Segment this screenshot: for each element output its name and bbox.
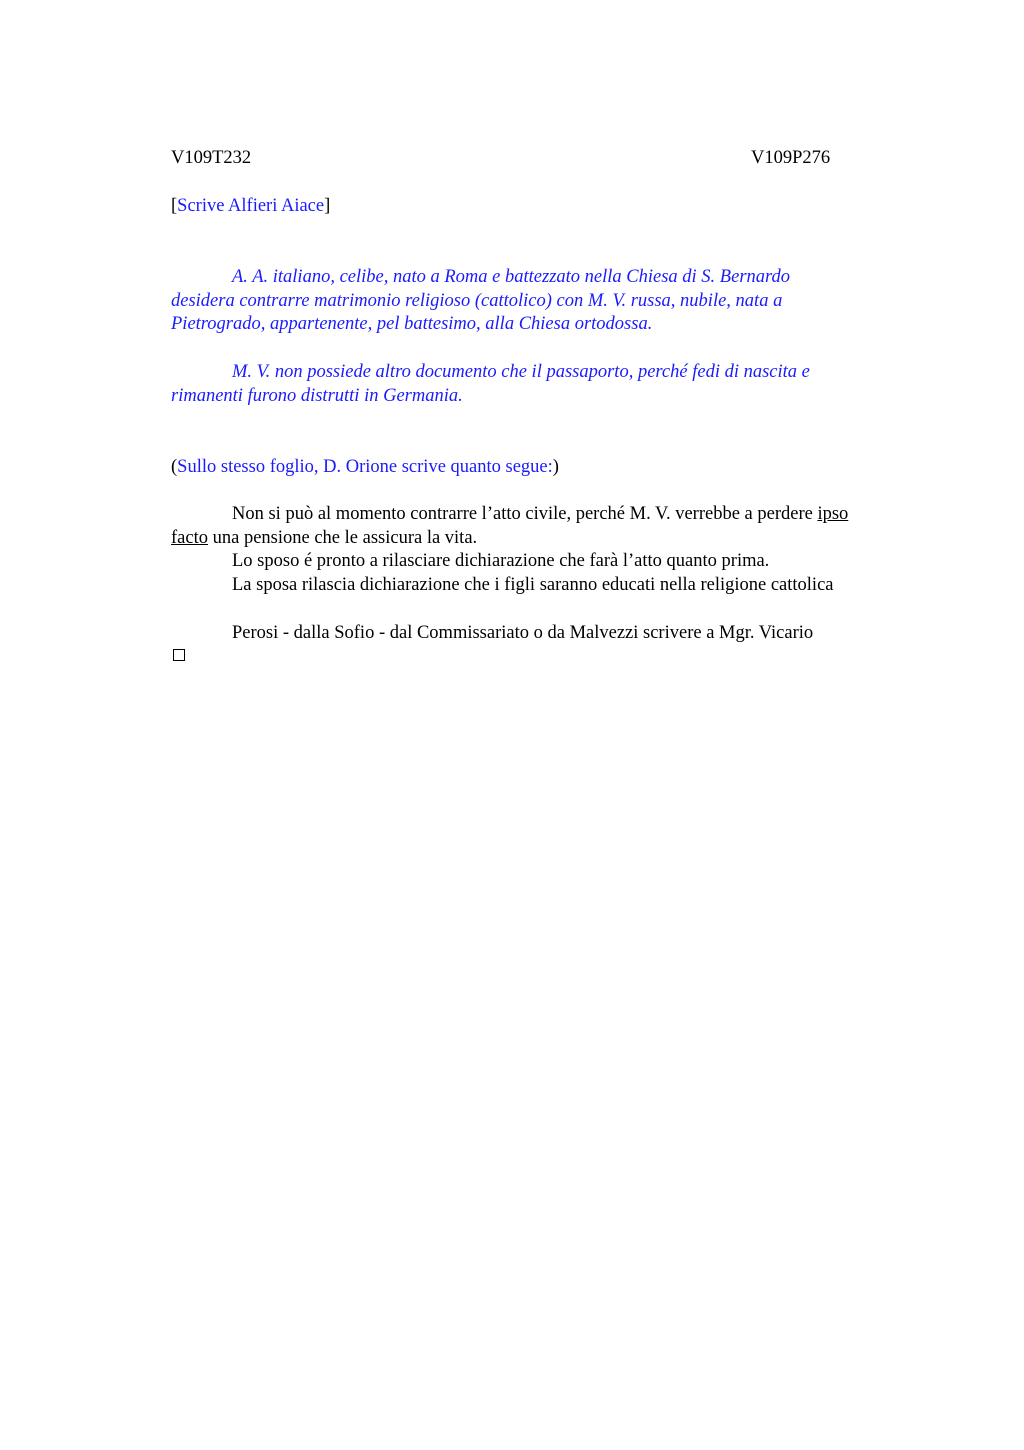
author-note-text: Scrive Alfieri Aiace xyxy=(177,196,325,216)
italic-paragraph-1 xyxy=(171,266,891,337)
body-paragraph-2 xyxy=(171,622,951,646)
body-line-2-facto: facto xyxy=(171,527,208,548)
body-paragraph xyxy=(171,503,951,598)
body-line-4: La sposa rilascia dichiarazione che i figli saranno educati nella religione cattolica xyxy=(232,575,834,596)
orione-note xyxy=(171,456,559,480)
body-line-2 xyxy=(171,527,951,551)
body-line-1 xyxy=(171,503,951,527)
orione-note-close-paren: ) xyxy=(552,457,559,477)
italic-paragraph-1-line-3: Pietrogrado, appartenente, pel battesimo, alla Chiesa ortodossa. xyxy=(171,314,653,335)
author-note-close-bracket: ] xyxy=(324,196,331,216)
body-line-1-ipso: ipso xyxy=(817,504,849,524)
document-code-left: V109T232 xyxy=(171,148,252,168)
italic-paragraph-2 xyxy=(171,361,891,408)
document-code-right: V109P276 xyxy=(751,148,831,168)
italic-paragraph-2-line-2: rimanenti furono distrutti in Germania. xyxy=(171,385,463,406)
italic-paragraph-1-line-2: desidera contrarre matrimonio religioso (cattolico) con M. V. russa, nubile, nata a xyxy=(171,290,783,311)
end-square-mark xyxy=(173,649,185,661)
author-note-open-bracket: [ xyxy=(171,196,178,216)
body-line-2-text: una pensione che le assicura la vita. xyxy=(207,527,478,548)
author-note xyxy=(171,195,330,219)
body-line-5: Perosi - dalla Sofio - dal Commissariato o da Malvezzi scrivere a Mgr. Vicario xyxy=(232,623,814,643)
orione-note-open-paren: ( xyxy=(171,457,178,477)
italic-paragraph-2-line-1: M. V. non possiede altro documento che il passaporto, perché fedi di nascita e xyxy=(232,362,810,382)
body-line-1-text: Non si può al momento contrarre l’atto civile, perché M. V. verrebbe a perdere xyxy=(232,504,818,524)
italic-paragraph-1-line-1: A. A. italiano, celibe, nato a Roma e battezzato nella Chiesa di S. Bernardo xyxy=(232,267,791,287)
body-line-3: Lo sposo é pronto a rilasciare dichiarazione che farà l’atto quanto prima. xyxy=(232,551,770,572)
orione-note-text: Sullo stesso foglio, D. Orione scrive quanto segue: xyxy=(177,457,553,477)
